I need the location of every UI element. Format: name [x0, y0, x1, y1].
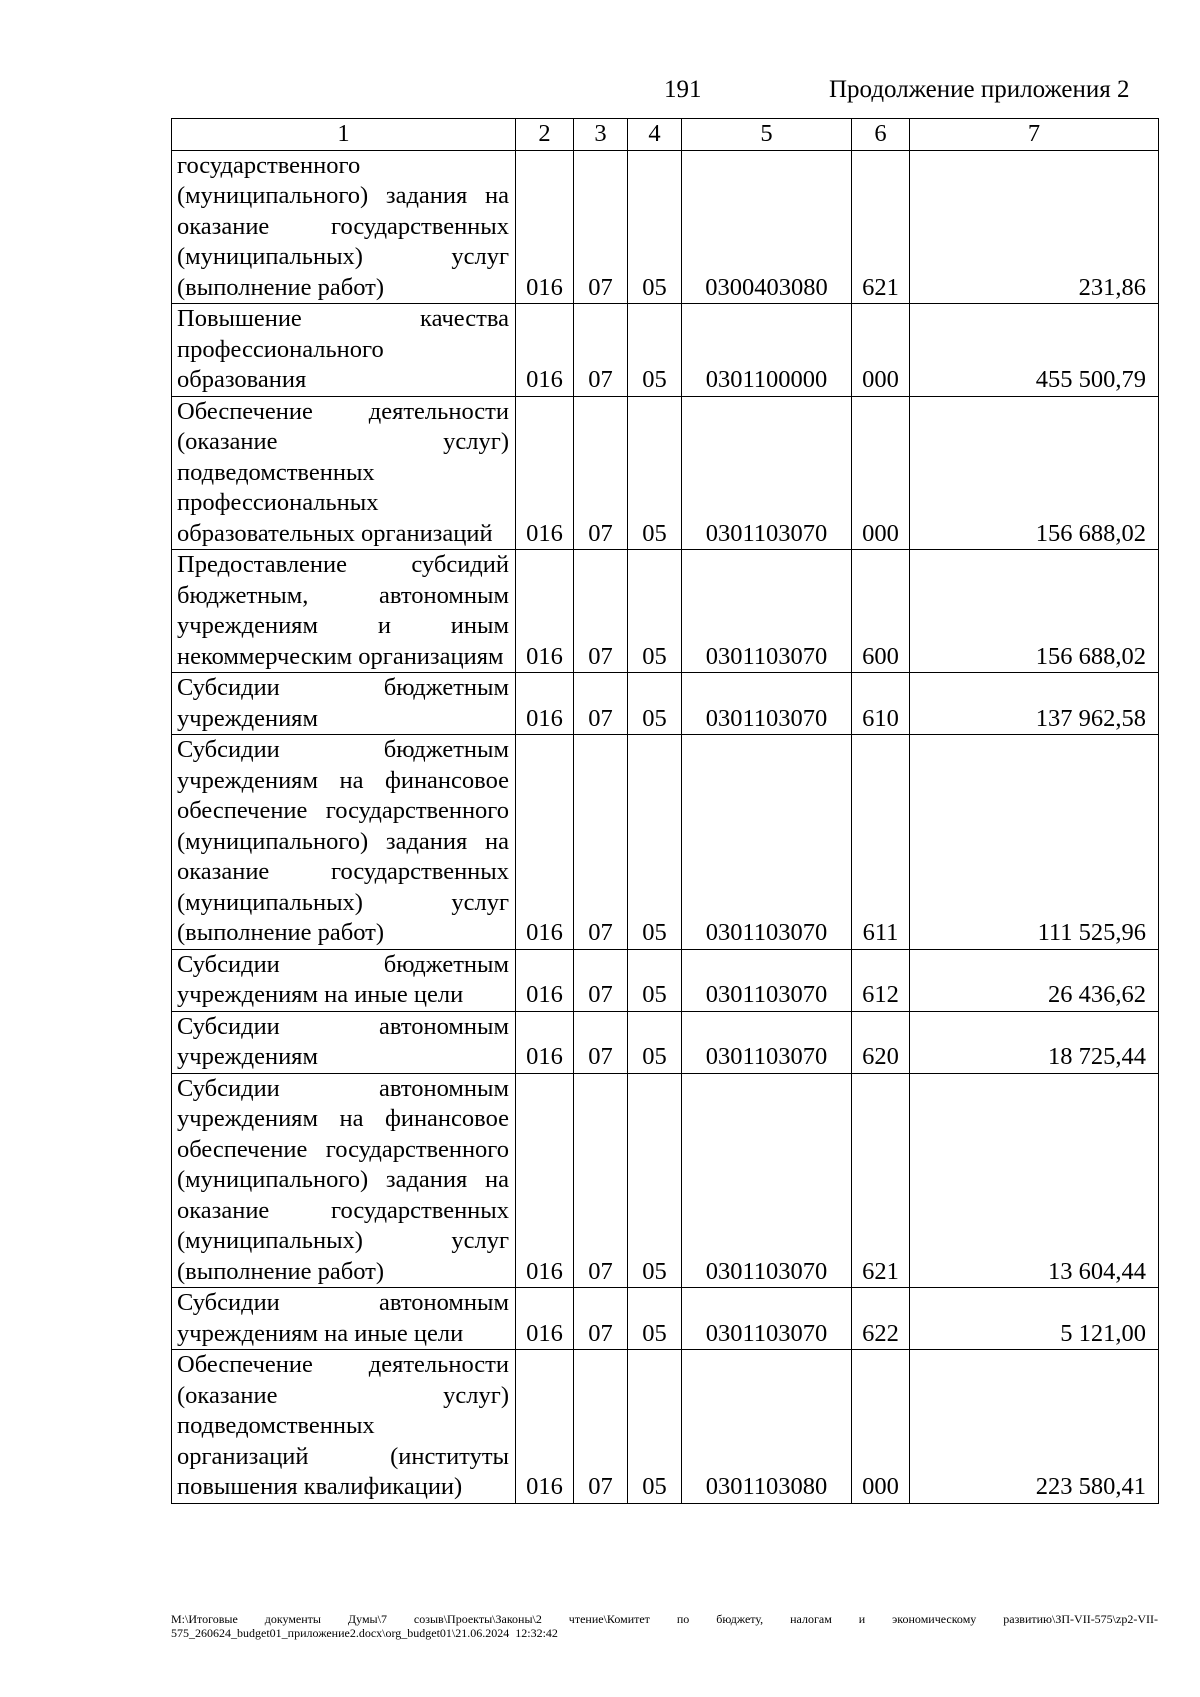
column-header-4: 4 [628, 119, 682, 151]
row-col3-cell: 07 [574, 1288, 628, 1350]
row-col5-cell: 0301103070 [682, 1288, 852, 1350]
row-col3-cell: 07 [574, 550, 628, 673]
row-col2-cell: 016 [516, 550, 574, 673]
table-row [172, 949, 1159, 1011]
row-col5-cell: 0301103070 [682, 1011, 852, 1073]
row-col3-cell: 07 [574, 735, 628, 950]
row-col4-cell: 05 [628, 304, 682, 397]
row-col6-cell: 621 [852, 1073, 910, 1288]
row-col5-cell: 0301103080 [682, 1350, 852, 1504]
row-col2-cell: 016 [516, 673, 574, 735]
row-col2-cell: 016 [516, 1288, 574, 1350]
row-col7-cell: 111 525,96 [910, 735, 1159, 950]
row-col2-cell: 016 [516, 150, 574, 304]
row-col6-cell: 612 [852, 949, 910, 1011]
row-col5-cell: 0301103070 [682, 735, 852, 950]
continuation-label: Продолжение приложения 2 [829, 76, 1130, 103]
row-name-cell: Субсидии бюджетным учреждениям [172, 673, 516, 735]
row-col7-cell: 223 580,41 [910, 1350, 1159, 1504]
row-name-cell: Субсидии автономным учреждениям на иные цели [172, 1288, 516, 1350]
table-row [172, 673, 1159, 735]
row-name-cell: Повышение качества профессионального образования [172, 304, 516, 397]
row-col3-cell: 07 [574, 1073, 628, 1288]
table-row [172, 150, 1159, 304]
row-name-cell: Предоставление субсидий бюджетным, автономным учреждениям и иным некоммерческим организациям [172, 550, 516, 673]
row-col4-cell: 05 [628, 1073, 682, 1288]
table-row [172, 1350, 1159, 1504]
row-col5-cell: 0300403080 [682, 150, 852, 304]
row-col4-cell: 05 [628, 673, 682, 735]
row-col6-cell: 622 [852, 1288, 910, 1350]
header-row [172, 119, 1159, 151]
row-name-cell: Субсидии автономным учреждениям на финансовое обеспечение государственного (муниципального) задания на оказание государственных (муниципальных) услуг (выполнение работ) [172, 1073, 516, 1288]
row-col6-cell: 000 [852, 1350, 910, 1504]
row-col2-cell: 016 [516, 1073, 574, 1288]
table-row [172, 1073, 1159, 1288]
row-col4-cell: 05 [628, 1288, 682, 1350]
column-header-2: 2 [516, 119, 574, 151]
row-col3-cell: 07 [574, 150, 628, 304]
row-col5-cell: 0301103070 [682, 1073, 852, 1288]
column-header-5: 5 [682, 119, 852, 151]
row-col6-cell: 611 [852, 735, 910, 950]
table-row [172, 396, 1159, 550]
column-header-7: 7 [910, 119, 1159, 151]
table-body [172, 150, 1159, 1503]
row-col7-cell: 137 962,58 [910, 673, 1159, 735]
column-header-1: 1 [172, 119, 516, 151]
row-col7-cell: 455 500,79 [910, 304, 1159, 397]
row-col4-cell: 05 [628, 949, 682, 1011]
row-col4-cell: 05 [628, 396, 682, 550]
row-name-cell: Субсидии бюджетным учреждениям на иные цели [172, 949, 516, 1011]
row-name-cell: Обеспечение деятельности (оказание услуг) подведомственных профессиональных образовательных организаций [172, 396, 516, 550]
row-col3-cell: 07 [574, 1011, 628, 1073]
row-col2-cell: 016 [516, 949, 574, 1011]
row-col4-cell: 05 [628, 150, 682, 304]
row-col6-cell: 000 [852, 396, 910, 550]
column-header-3: 3 [574, 119, 628, 151]
row-col6-cell: 600 [852, 550, 910, 673]
row-col3-cell: 07 [574, 1350, 628, 1504]
row-col5-cell: 0301103070 [682, 550, 852, 673]
row-col7-cell: 5 121,00 [910, 1288, 1159, 1350]
row-col4-cell: 05 [628, 550, 682, 673]
row-col7-cell: 156 688,02 [910, 396, 1159, 550]
row-col2-cell: 016 [516, 396, 574, 550]
row-col2-cell: 016 [516, 1011, 574, 1073]
row-col6-cell: 620 [852, 1011, 910, 1073]
row-col2-cell: 016 [516, 735, 574, 950]
row-col2-cell: 016 [516, 304, 574, 397]
row-col4-cell: 05 [628, 1350, 682, 1504]
row-col7-cell: 26 436,62 [910, 949, 1159, 1011]
row-col6-cell: 621 [852, 150, 910, 304]
row-col3-cell: 07 [574, 396, 628, 550]
row-col4-cell: 05 [628, 1011, 682, 1073]
table-row [172, 304, 1159, 397]
row-col6-cell: 610 [852, 673, 910, 735]
row-name-cell: Субсидии автономным учреждениям [172, 1011, 516, 1073]
row-col3-cell: 07 [574, 673, 628, 735]
column-header-6: 6 [852, 119, 910, 151]
file-path-footer: M:\Итоговые документы Думы\7 созыв\Проекты\Законы\2 чтение\Комитет по бюджету, налогам и экономическому развитию\ЗП-VII-575\zp2-VII-575_260624_budget01_приложение2.docx\org_budget01\21.06.2024 12:32:42 [171, 1612, 1158, 1640]
row-col7-cell: 156 688,02 [910, 550, 1159, 673]
row-col4-cell: 05 [628, 735, 682, 950]
row-col7-cell: 231,86 [910, 150, 1159, 304]
table-row [172, 735, 1159, 950]
row-name-cell: Обеспечение деятельности (оказание услуг) подведомственных организаций (институты повышения квалификации) [172, 1350, 516, 1504]
row-col3-cell: 07 [574, 949, 628, 1011]
page-number: 191 [664, 76, 702, 103]
row-col2-cell: 016 [516, 1350, 574, 1504]
row-name-cell: государственного (муниципального) задания на оказание государственных (муниципальных) услуг (выполнение работ) [172, 150, 516, 304]
row-name-cell: Субсидии бюджетным учреждениям на финансовое обеспечение государственного (муниципального) задания на оказание государственных (муниципальных) услуг (выполнение работ) [172, 735, 516, 950]
table-row [172, 1288, 1159, 1350]
row-col5-cell: 0301100000 [682, 304, 852, 397]
row-col5-cell: 0301103070 [682, 673, 852, 735]
budget-table [171, 118, 1159, 1504]
row-col5-cell: 0301103070 [682, 396, 852, 550]
table-row [172, 1011, 1159, 1073]
table-row [172, 550, 1159, 673]
row-col7-cell: 13 604,44 [910, 1073, 1159, 1288]
row-col3-cell: 07 [574, 304, 628, 397]
row-col6-cell: 000 [852, 304, 910, 397]
row-col5-cell: 0301103070 [682, 949, 852, 1011]
row-col7-cell: 18 725,44 [910, 1011, 1159, 1073]
